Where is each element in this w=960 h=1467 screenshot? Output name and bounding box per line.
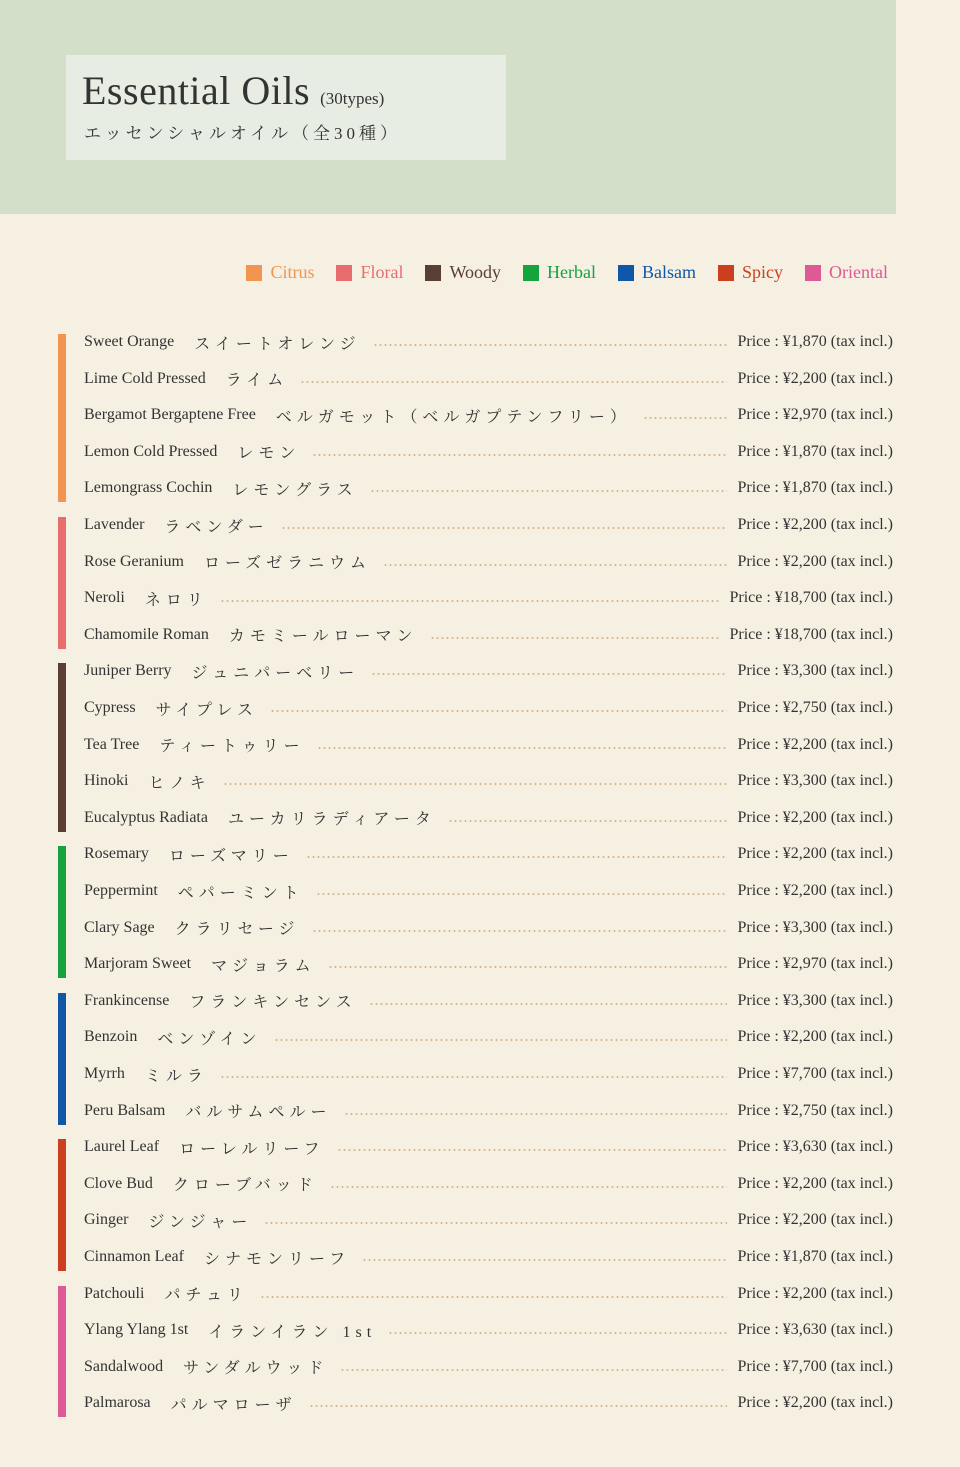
oil-price: Price : ¥2,200 (tax incl.) <box>737 1284 893 1302</box>
oil-name: Laurel Leaf <box>84 1138 160 1156</box>
oil-price: Price : ¥7,700 (tax incl.) <box>737 1065 893 1082</box>
list-item <box>84 986 893 1016</box>
oil-name: Clove Bud <box>84 1174 153 1192</box>
dot-leader <box>371 673 727 675</box>
oil-name: Cypress <box>84 699 136 716</box>
oil-name-jp: パチュリ <box>164 1287 248 1305</box>
legend-swatch <box>246 265 262 281</box>
oil-name: Peppermint <box>84 882 158 899</box>
oil-name: Marjoram Sweet <box>84 955 192 973</box>
category-bar-balsam <box>58 993 66 1125</box>
list-item <box>84 1205 893 1235</box>
dot-leader <box>312 930 728 932</box>
legend-item-woody <box>425 262 501 283</box>
oil-name: Ylang Ylang 1st <box>84 1321 189 1339</box>
list-item <box>84 327 893 357</box>
dot-leader <box>330 1186 728 1188</box>
legend-swatch <box>805 265 821 281</box>
dot-leader <box>264 1222 727 1224</box>
oil-name-jp: マジョラム <box>211 957 316 975</box>
legend-swatch <box>718 265 734 281</box>
list-item <box>84 1352 893 1382</box>
oil-name-jp: ネロリ <box>144 591 208 609</box>
dot-leader <box>370 490 728 492</box>
legend-swatch <box>425 265 441 281</box>
list-item <box>84 803 893 833</box>
oil-price: Price : ¥2,200 (tax incl.) <box>737 369 893 387</box>
oil-price: Price : ¥1,870 (tax incl.) <box>737 333 893 350</box>
dot-leader <box>430 637 720 639</box>
dot-leader <box>281 527 728 529</box>
list-item <box>84 437 893 467</box>
oil-name: Eucalyptus Radiata <box>84 808 208 826</box>
oil-name-jp: レモン <box>237 445 301 463</box>
legend-item-citrus <box>246 262 314 283</box>
legend-label: Herbal <box>547 262 596 282</box>
oil-price: Price : ¥18,700 (tax incl.) <box>729 589 893 607</box>
legend-item-spicy <box>718 262 783 283</box>
oil-name: Lemongrass Cochin <box>84 479 213 497</box>
oil-price: Price : ¥3,300 (tax incl.) <box>737 918 893 936</box>
oil-name-jp: ローズゼラニウム <box>203 555 372 573</box>
oil-name: Juniper Berry <box>84 662 172 680</box>
category-bar-herbal <box>58 846 66 978</box>
oil-price: Price : ¥2,200 (tax incl.) <box>737 1394 893 1412</box>
list-item <box>84 839 893 869</box>
legend-swatch <box>523 265 539 281</box>
dot-leader <box>383 564 727 566</box>
oil-name: Benzoin <box>84 1028 138 1046</box>
oil-name-jp: ジンジャー <box>148 1213 253 1231</box>
oil-name: Chamomile Roman <box>84 625 209 643</box>
oil-name-jp: パルマローザ <box>170 1396 297 1414</box>
dot-leader <box>448 820 728 822</box>
list-item <box>84 364 893 394</box>
dot-leader <box>362 1259 727 1261</box>
oil-price: Price : ¥1,870 (tax incl.) <box>737 1248 893 1265</box>
oil-price: Price : ¥3,630 (tax incl.) <box>737 1138 893 1156</box>
category-bar-spicy <box>58 1139 66 1271</box>
list-item <box>84 1242 893 1272</box>
oil-name-jp: ジュニパーベリー <box>191 664 360 682</box>
oil-name-jp: ベルガモット（ベルガプテンフリー） <box>275 408 631 426</box>
oil-name-jp: ライム <box>225 372 289 390</box>
oil-name: Palmarosa <box>84 1394 151 1412</box>
oil-name: Patchouli <box>84 1284 145 1302</box>
oil-price: Price : ¥2,200 (tax incl.) <box>737 1211 893 1229</box>
oil-name: Tea Tree <box>84 735 140 753</box>
oil-name-jp: ベンゾイン <box>157 1030 262 1048</box>
oil-price: Price : ¥2,750 (tax incl.) <box>737 699 893 716</box>
dot-leader <box>317 747 728 749</box>
oil-price: Price : ¥3,300 (tax incl.) <box>737 662 893 680</box>
oil-price: Price : ¥2,750 (tax incl.) <box>737 1101 893 1119</box>
dot-leader <box>223 783 728 785</box>
list-item <box>84 949 893 979</box>
category-bar-oriental <box>58 1286 66 1418</box>
legend-item-balsam <box>618 262 696 283</box>
dot-leader <box>344 1113 728 1115</box>
legend-label: Floral <box>360 262 404 282</box>
oil-name-jp: レモングラス <box>232 481 358 499</box>
oil-name: Sweet Orange <box>84 333 175 350</box>
oil-price: Price : ¥2,200 (tax incl.) <box>737 735 893 753</box>
oil-name-jp: ペパーミント <box>177 884 304 902</box>
oil-price: Price : ¥2,200 (tax incl.) <box>737 808 893 826</box>
oil-name: Frankincense <box>84 991 170 1009</box>
oil-name-jp: サンダルウッド <box>183 1360 329 1378</box>
legend-item-floral <box>336 262 403 283</box>
oil-name-jp: サイプレス <box>155 701 258 719</box>
oil-price: Price : ¥7,700 (tax incl.) <box>737 1357 893 1375</box>
legend-label: Oriental <box>829 262 888 282</box>
oil-name: Peru Balsam <box>84 1101 166 1119</box>
dot-leader <box>337 1149 728 1151</box>
list-item <box>84 693 893 723</box>
legend-label: Woody <box>449 262 502 282</box>
dot-leader <box>220 600 720 602</box>
oil-name-jp: スイートオレンジ <box>194 335 361 353</box>
oil-name-jp: ミルラ <box>144 1067 208 1085</box>
dot-leader <box>309 1405 728 1407</box>
dot-leader <box>260 1296 728 1298</box>
oil-name: Sandalwood <box>84 1357 164 1375</box>
oil-name-jp: ローズマリー <box>168 847 294 865</box>
oil-name: Myrrh <box>84 1065 125 1082</box>
list-item <box>84 1022 893 1052</box>
legend-item-herbal <box>523 262 596 283</box>
oil-name: Neroli <box>84 589 125 607</box>
list-item <box>84 1132 893 1162</box>
list-item <box>84 730 893 760</box>
oil-name-jp: フランキンセンス <box>189 994 357 1012</box>
oil-price: Price : ¥3,300 (tax incl.) <box>737 772 893 790</box>
list-item <box>84 1059 893 1089</box>
oil-name-jp: ヒノキ <box>148 774 211 792</box>
dot-leader <box>220 1076 728 1078</box>
legend-item-oriental <box>805 262 888 283</box>
oil-price: Price : ¥2,200 (tax incl.) <box>737 552 893 570</box>
list-item <box>84 1169 893 1199</box>
legend-swatch <box>336 265 352 281</box>
list-item <box>84 547 893 577</box>
oil-price: Price : ¥2,200 (tax incl.) <box>737 882 893 899</box>
oil-name-jp: カモミールローマン <box>228 628 418 646</box>
oil-name: Lemon Cold Pressed <box>84 442 218 460</box>
oil-name-jp: クラリセージ <box>174 921 300 939</box>
dot-leader <box>270 710 728 712</box>
list-item <box>84 583 893 613</box>
dot-leader <box>369 1003 728 1005</box>
dot-leader <box>274 1039 728 1041</box>
list-item <box>84 766 893 796</box>
page-title-line <box>82 67 384 114</box>
list-item <box>84 510 893 540</box>
dot-leader <box>328 966 728 968</box>
dot-leader <box>306 856 728 858</box>
oil-name: Hinoki <box>84 772 129 790</box>
oil-name: Rosemary <box>84 845 149 863</box>
oil-price: Price : ¥18,700 (tax incl.) <box>729 625 893 643</box>
list-item <box>84 876 893 906</box>
oil-name-jp: バルサムペルー <box>185 1104 332 1122</box>
oil-name: Clary Sage <box>84 918 155 936</box>
list-item <box>84 473 893 503</box>
dot-leader <box>643 417 728 419</box>
list-item <box>84 1388 893 1418</box>
oil-price: Price : ¥2,200 (tax incl.) <box>737 1028 893 1046</box>
oil-price: Price : ¥3,300 (tax incl.) <box>737 991 893 1009</box>
list-item <box>84 1315 893 1345</box>
oil-name-jp: ラベンダー <box>164 518 269 536</box>
legend-swatch <box>618 265 634 281</box>
list-item <box>84 620 893 650</box>
oil-name: Rose Geranium <box>84 552 184 570</box>
legend-label: Spicy <box>742 262 784 282</box>
oil-name-jp: クローブバッド <box>172 1177 318 1195</box>
type-count: (30types) <box>320 89 385 108</box>
oil-price: Price : ¥2,200 (tax incl.) <box>737 1174 893 1192</box>
oil-name-jp: ユーカリラディアータ <box>227 811 436 829</box>
category-bar-citrus <box>58 334 66 502</box>
oil-price: Price : ¥2,970 (tax incl.) <box>737 406 893 424</box>
oil-price: Price : ¥2,970 (tax incl.) <box>737 955 893 973</box>
dot-leader <box>312 454 727 456</box>
dot-leader <box>373 344 728 346</box>
oil-name-jp: ローレルリーフ <box>179 1140 325 1158</box>
page-subtitle: エッセンシャルオイル（全30種） <box>84 124 402 143</box>
dot-leader <box>388 1332 727 1334</box>
dot-leader <box>340 1369 727 1371</box>
dot-leader <box>300 381 727 383</box>
list-item <box>84 1096 893 1126</box>
oil-name: Bergamot Bergaptene Free <box>84 406 256 424</box>
category-bar-floral <box>58 517 66 649</box>
oil-price: Price : ¥2,200 (tax incl.) <box>737 845 893 863</box>
dot-leader <box>316 893 728 895</box>
oil-name: Lavender <box>84 516 145 533</box>
oil-name: Lime Cold Pressed <box>84 369 206 387</box>
category-legend <box>224 262 888 283</box>
oil-name-jp: シナモンリーフ <box>203 1250 351 1268</box>
list-item <box>84 1279 893 1309</box>
oil-price: Price : ¥2,200 (tax incl.) <box>737 516 893 533</box>
oil-name: Cinnamon Leaf <box>84 1248 184 1265</box>
oil-name: Ginger <box>84 1211 129 1229</box>
list-item <box>84 656 893 686</box>
oil-price: Price : ¥1,870 (tax incl.) <box>737 442 893 460</box>
oil-name-jp: ティートゥリー <box>159 738 305 756</box>
list-item <box>84 913 893 943</box>
title-box <box>66 55 506 160</box>
page-title: Essential Oils <box>82 68 311 113</box>
list-item <box>84 400 893 430</box>
oil-price: Price : ¥1,870 (tax incl.) <box>737 479 893 497</box>
oil-price: Price : ¥3,630 (tax incl.) <box>737 1321 893 1339</box>
oil-name-jp: イランイラン 1st <box>208 1323 377 1341</box>
legend-label: Citrus <box>270 262 315 282</box>
category-bar-woody <box>58 663 66 831</box>
legend-label: Balsam <box>642 262 696 282</box>
